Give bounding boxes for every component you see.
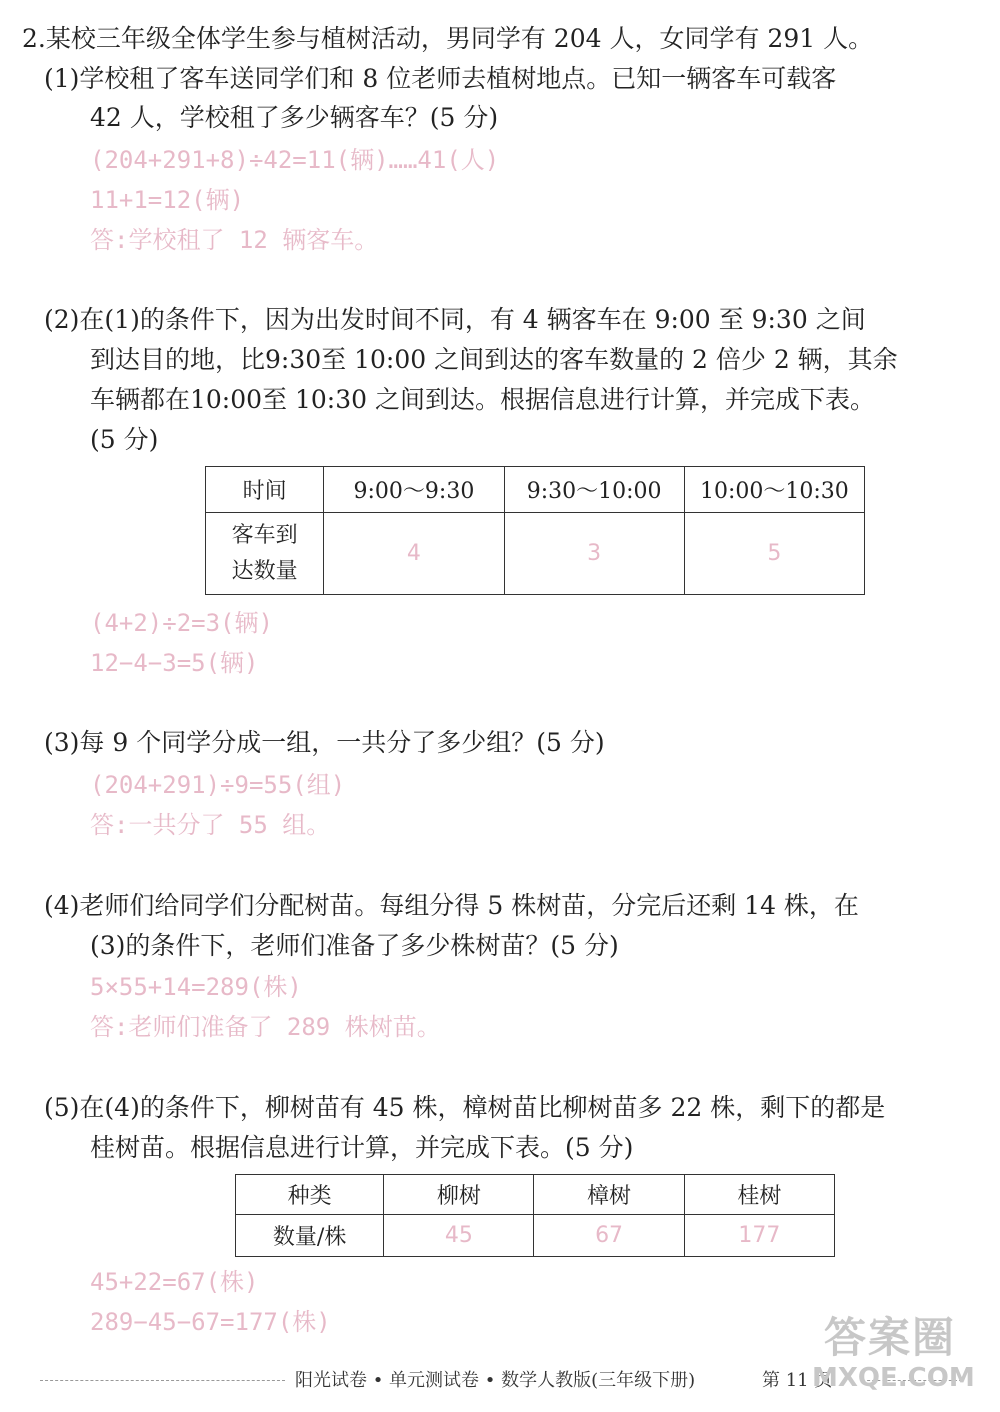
- p1-answer-3: 答:学校租了 12 辆客车。: [90, 226, 379, 254]
- p4-line1: (4)老师们给同学们分配树苗。每组分得 5 株树苗，分完后还剩 14 株，在: [44, 891, 859, 920]
- p2-answer-1: (4+2)÷2=3(辆): [90, 609, 273, 637]
- p5-answer-1: 45+22=67(株): [90, 1268, 259, 1296]
- footer-divider-left: [40, 1380, 285, 1381]
- tree-table-kind-3: 桂树: [684, 1175, 834, 1215]
- arrival-table-count-label: [206, 513, 324, 595]
- p3-answer-2: 答:一共分了 55 组。: [90, 811, 331, 839]
- p1-line1: (1)学校租了客车送同学们和 8 位老师去植树地点。已知一辆客车可载客: [44, 64, 837, 93]
- arrival-table-time-3: 10:00～10:30: [684, 467, 864, 513]
- arrival-table-count-1: 4: [324, 513, 504, 595]
- arrival-table-header-label: 时间: [206, 467, 324, 513]
- p2-line2: 到达目的地，比9:30至 10:00 之间到达的客车数量的 2 倍少 2 辆，其余: [90, 345, 898, 374]
- p1-answer-1: (204+291+8)÷42=11(辆)……41(人): [90, 146, 500, 174]
- tree-table-kind-1: 柳树: [384, 1175, 534, 1215]
- p5-answer-2: 289−45−67=177(株): [90, 1308, 331, 1336]
- tree-table-header-label: 种类: [236, 1175, 384, 1215]
- arrival-table-count-2: 3: [504, 513, 684, 595]
- footer-text: 阳光试卷 • 单元测试卷 • 数学人教版(三年级下册): [295, 1370, 696, 1391]
- count-label-line1: 客车到: [231, 522, 298, 548]
- arrival-table-count-3: 5: [684, 513, 864, 595]
- arrival-table-time-1: 9:00～9:30: [324, 467, 504, 513]
- count-label-line2: 达数量: [231, 558, 298, 584]
- p2-line1: (2)在(1)的条件下，因为出发时间不同，有 4 辆客车在 9:00 至 9:30 之间: [44, 305, 866, 334]
- p1-line2: 42 人，学校租了多少辆客车？(5 分): [90, 103, 499, 132]
- watermark-url: MXQE.COM: [812, 1363, 975, 1393]
- p3-answer-1: (204+291)÷9=55(组): [90, 771, 346, 799]
- p4-line2: (3)的条件下，老师们准备了多少株树苗？(5 分): [90, 931, 619, 960]
- watermark: [808, 1305, 988, 1405]
- p2-line4: (5 分): [90, 425, 159, 454]
- p4-answer-1: 5×55+14=289(株): [90, 973, 302, 1001]
- p5-line1: (5)在(4)的条件下，柳树苗有 45 株，樟树苗比柳树苗多 22 株，剩下的都是: [44, 1093, 886, 1122]
- p2-answer-2: 12−4−3=5(辆): [90, 649, 259, 677]
- tree-table-count-3: 177: [684, 1215, 834, 1257]
- watermark-logo: 答案圈: [824, 1313, 957, 1362]
- p4-answer-2: 答:老师们准备了 289 株树苗。: [90, 1013, 441, 1041]
- p1-answer-2: 11+1=12(辆): [90, 186, 245, 214]
- arrival-table-time-2: 9:30～10:00: [504, 467, 684, 513]
- page-number: 第 11 页: [762, 1370, 833, 1391]
- tree-table-count-1: 45: [384, 1215, 534, 1257]
- question-intro: 2.某校三年级全体学生参与植树活动，男同学有 204 人，女同学有 291 人。: [22, 24, 874, 53]
- p3-line1: (3)每 9 个同学分成一组，一共分了多少组？(5 分): [44, 728, 605, 757]
- p2-line3: 车辆都在10:00至 10:30 之间到达。根据信息进行计算，并完成下表。: [90, 385, 875, 414]
- tree-table-count-label: 数量/株: [236, 1215, 384, 1257]
- tree-table-count-2: 67: [534, 1215, 684, 1257]
- p5-line2: 桂树苗。根据信息进行计算，并完成下表。(5 分): [90, 1133, 634, 1162]
- arrival-table: [205, 466, 865, 595]
- tree-table-kind-2: 樟树: [534, 1175, 684, 1215]
- tree-table: [235, 1174, 835, 1257]
